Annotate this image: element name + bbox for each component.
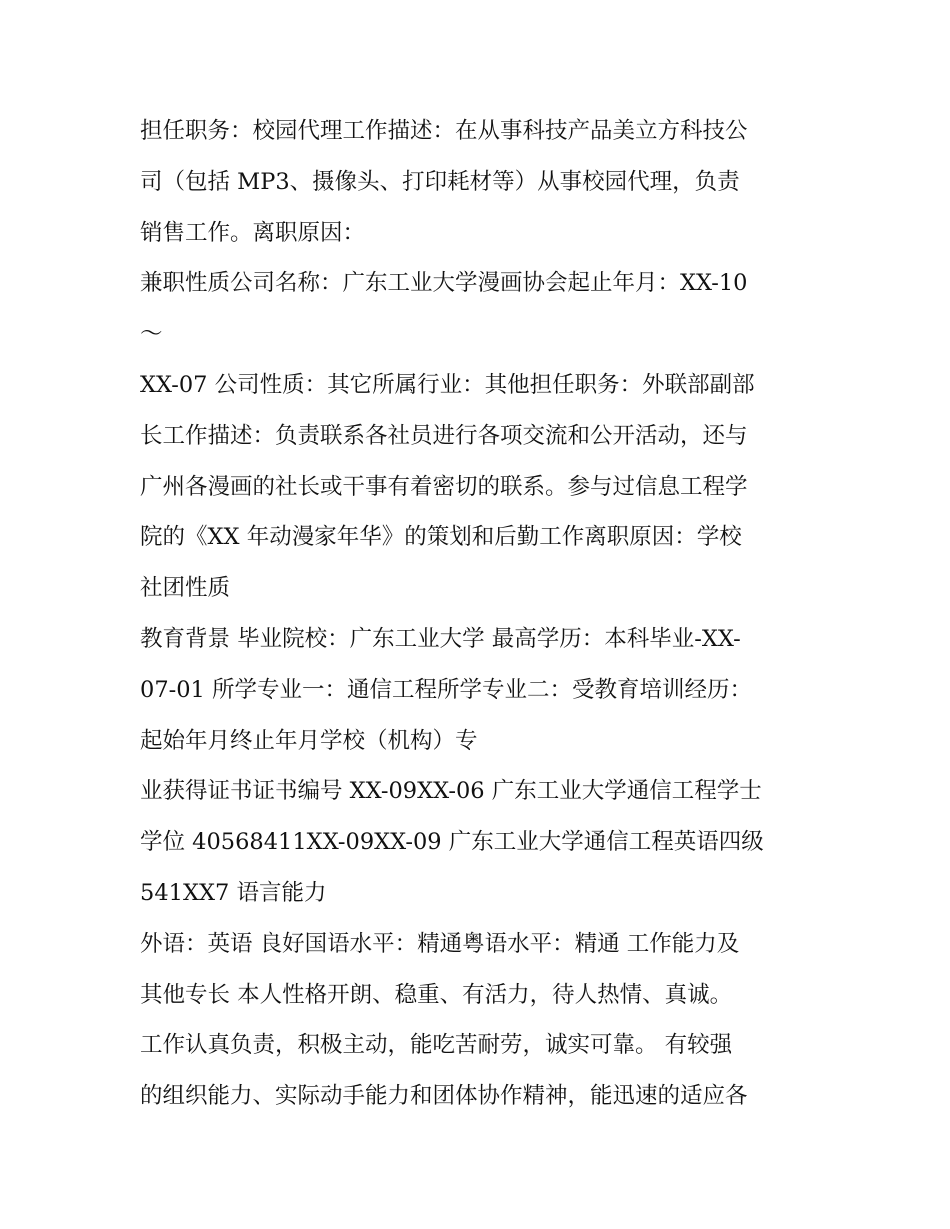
text-line: 司（包括 MP3、摄像头、打印耗材等）从事校园代理，负责 — [140, 168, 740, 195]
text-line: 长工作描述：负责联系各社员进行各项交流和公开活动，还与 — [140, 422, 748, 449]
text-line: 销售工作。离职原因： — [140, 219, 366, 246]
document-body — [140, 106, 830, 1122]
text-line: 兼职性质公司名称：广东工业大学漫画协会起止年月：XX-10 — [140, 270, 748, 297]
text-line: 其他专长 本人性格开朗、稳重、有活力，待人热情、真诚。 — [140, 981, 733, 1008]
text-line: 07-01 所学专业一：通信工程所学专业二：受教育培训经历： — [140, 676, 753, 703]
text-line: XX-07 公司性质：其它所属行业：其他担任职务：外联部副部 — [140, 371, 755, 398]
text-line: 院的《XX 年动漫家年华》的策划和后勤工作离职原因：学校 — [140, 524, 742, 551]
text-line: 工作认真负责，积极主动，能吃苦耐劳，诚实可靠。 有较强 — [140, 1032, 733, 1059]
text-line: 541XX7 语言能力 — [140, 879, 327, 906]
text-line: 社团性质 — [140, 575, 231, 602]
text-line: 教育背景 毕业院校：广东工业大学 最高学历：本科毕业-XX- — [140, 625, 741, 652]
text-line: 的组织能力、实际动手能力和团体协作精神，能迅速的适应各 — [140, 1083, 748, 1110]
text-line: ～ — [140, 321, 163, 348]
text-line: 业获得证书证书编号 XX-09XX-06 广东工业大学通信工程学士 — [140, 778, 762, 805]
text-line: 广州各漫画的社长或干事有着密切的联系。参与过信息工程学 — [140, 473, 748, 500]
text-line: 起始年月终止年月学校（机构）专 — [140, 727, 478, 754]
text-line: 外语：英语 良好国语水平：精通粤语水平：精通 工作能力及 — [140, 930, 740, 957]
text-line: 学位 40568411XX-09XX-09 广东工业大学通信工程英语四级 — [140, 829, 764, 856]
text-line: 担任职务：校园代理工作描述：在从事科技产品美立方科技公 — [140, 118, 748, 144]
